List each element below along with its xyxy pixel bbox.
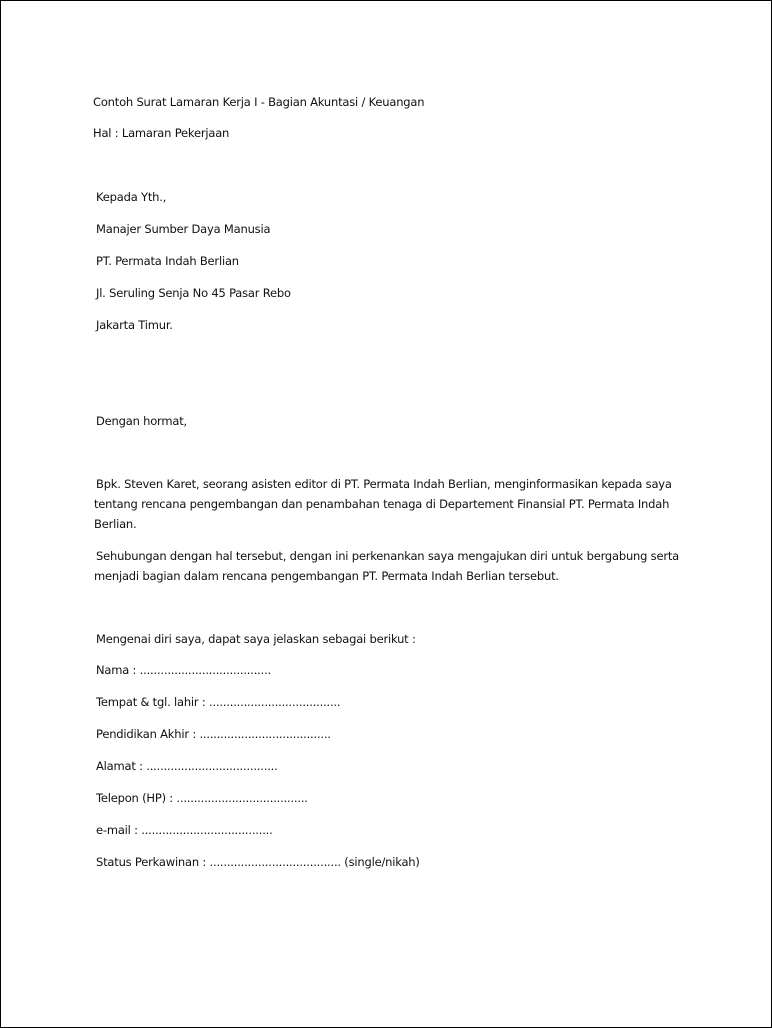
recipient-address: Jl. Seruling Senja No 45 Pasar Rebo (96, 286, 291, 300)
field-education: Pendidikan Akhir : ...................................... (96, 727, 331, 741)
letter-title: Contoh Surat Lamaran Kerja I - Bagian Akuntasi / Keuangan (93, 95, 425, 109)
recipient-greeting: Kepada Yth., (96, 190, 167, 204)
body-paragraph-1: Bpk. Steven Karet, seorang asisten editor di PT. Permata Indah Berlian, menginformasikan kepada saya tentang rencana pengembangan dan penambahan tenaga di Departement Finansial PT. Permata Indah Berlian. (94, 477, 672, 531)
field-phone: Telepon (HP) : ...................................... (96, 791, 308, 805)
field-birth: Tempat & tgl. lahir : ...................................... (96, 695, 341, 709)
recipient-position: Manajer Sumber Daya Manusia (96, 222, 271, 236)
field-marital-status: Status Perkawinan : ...................................... (single/nikah) (96, 855, 420, 869)
field-name: Nama : ...................................... (96, 663, 271, 677)
field-email: e-mail : ...................................... (96, 823, 273, 837)
body-paragraph-2: Sehubungan dengan hal tersebut, dengan ini perkenankan saya mengajukan diri untuk bergabung serta menjadi bagian dalam rencana pengembangan PT. Permata Indah Berlian tersebut. (94, 549, 680, 583)
letter-subject: Hal : Lamaran Pekerjaan (93, 126, 230, 140)
recipient-company: PT. Permata Indah Berlian (96, 254, 239, 268)
salutation: Dengan hormat, (96, 414, 187, 428)
personal-intro: Mengenai diri saya, dapat saya jelaskan sebagai berikut : (96, 632, 416, 646)
field-address: Alamat : ...................................... (96, 759, 278, 773)
recipient-city: Jakarta Timur. (96, 318, 173, 332)
